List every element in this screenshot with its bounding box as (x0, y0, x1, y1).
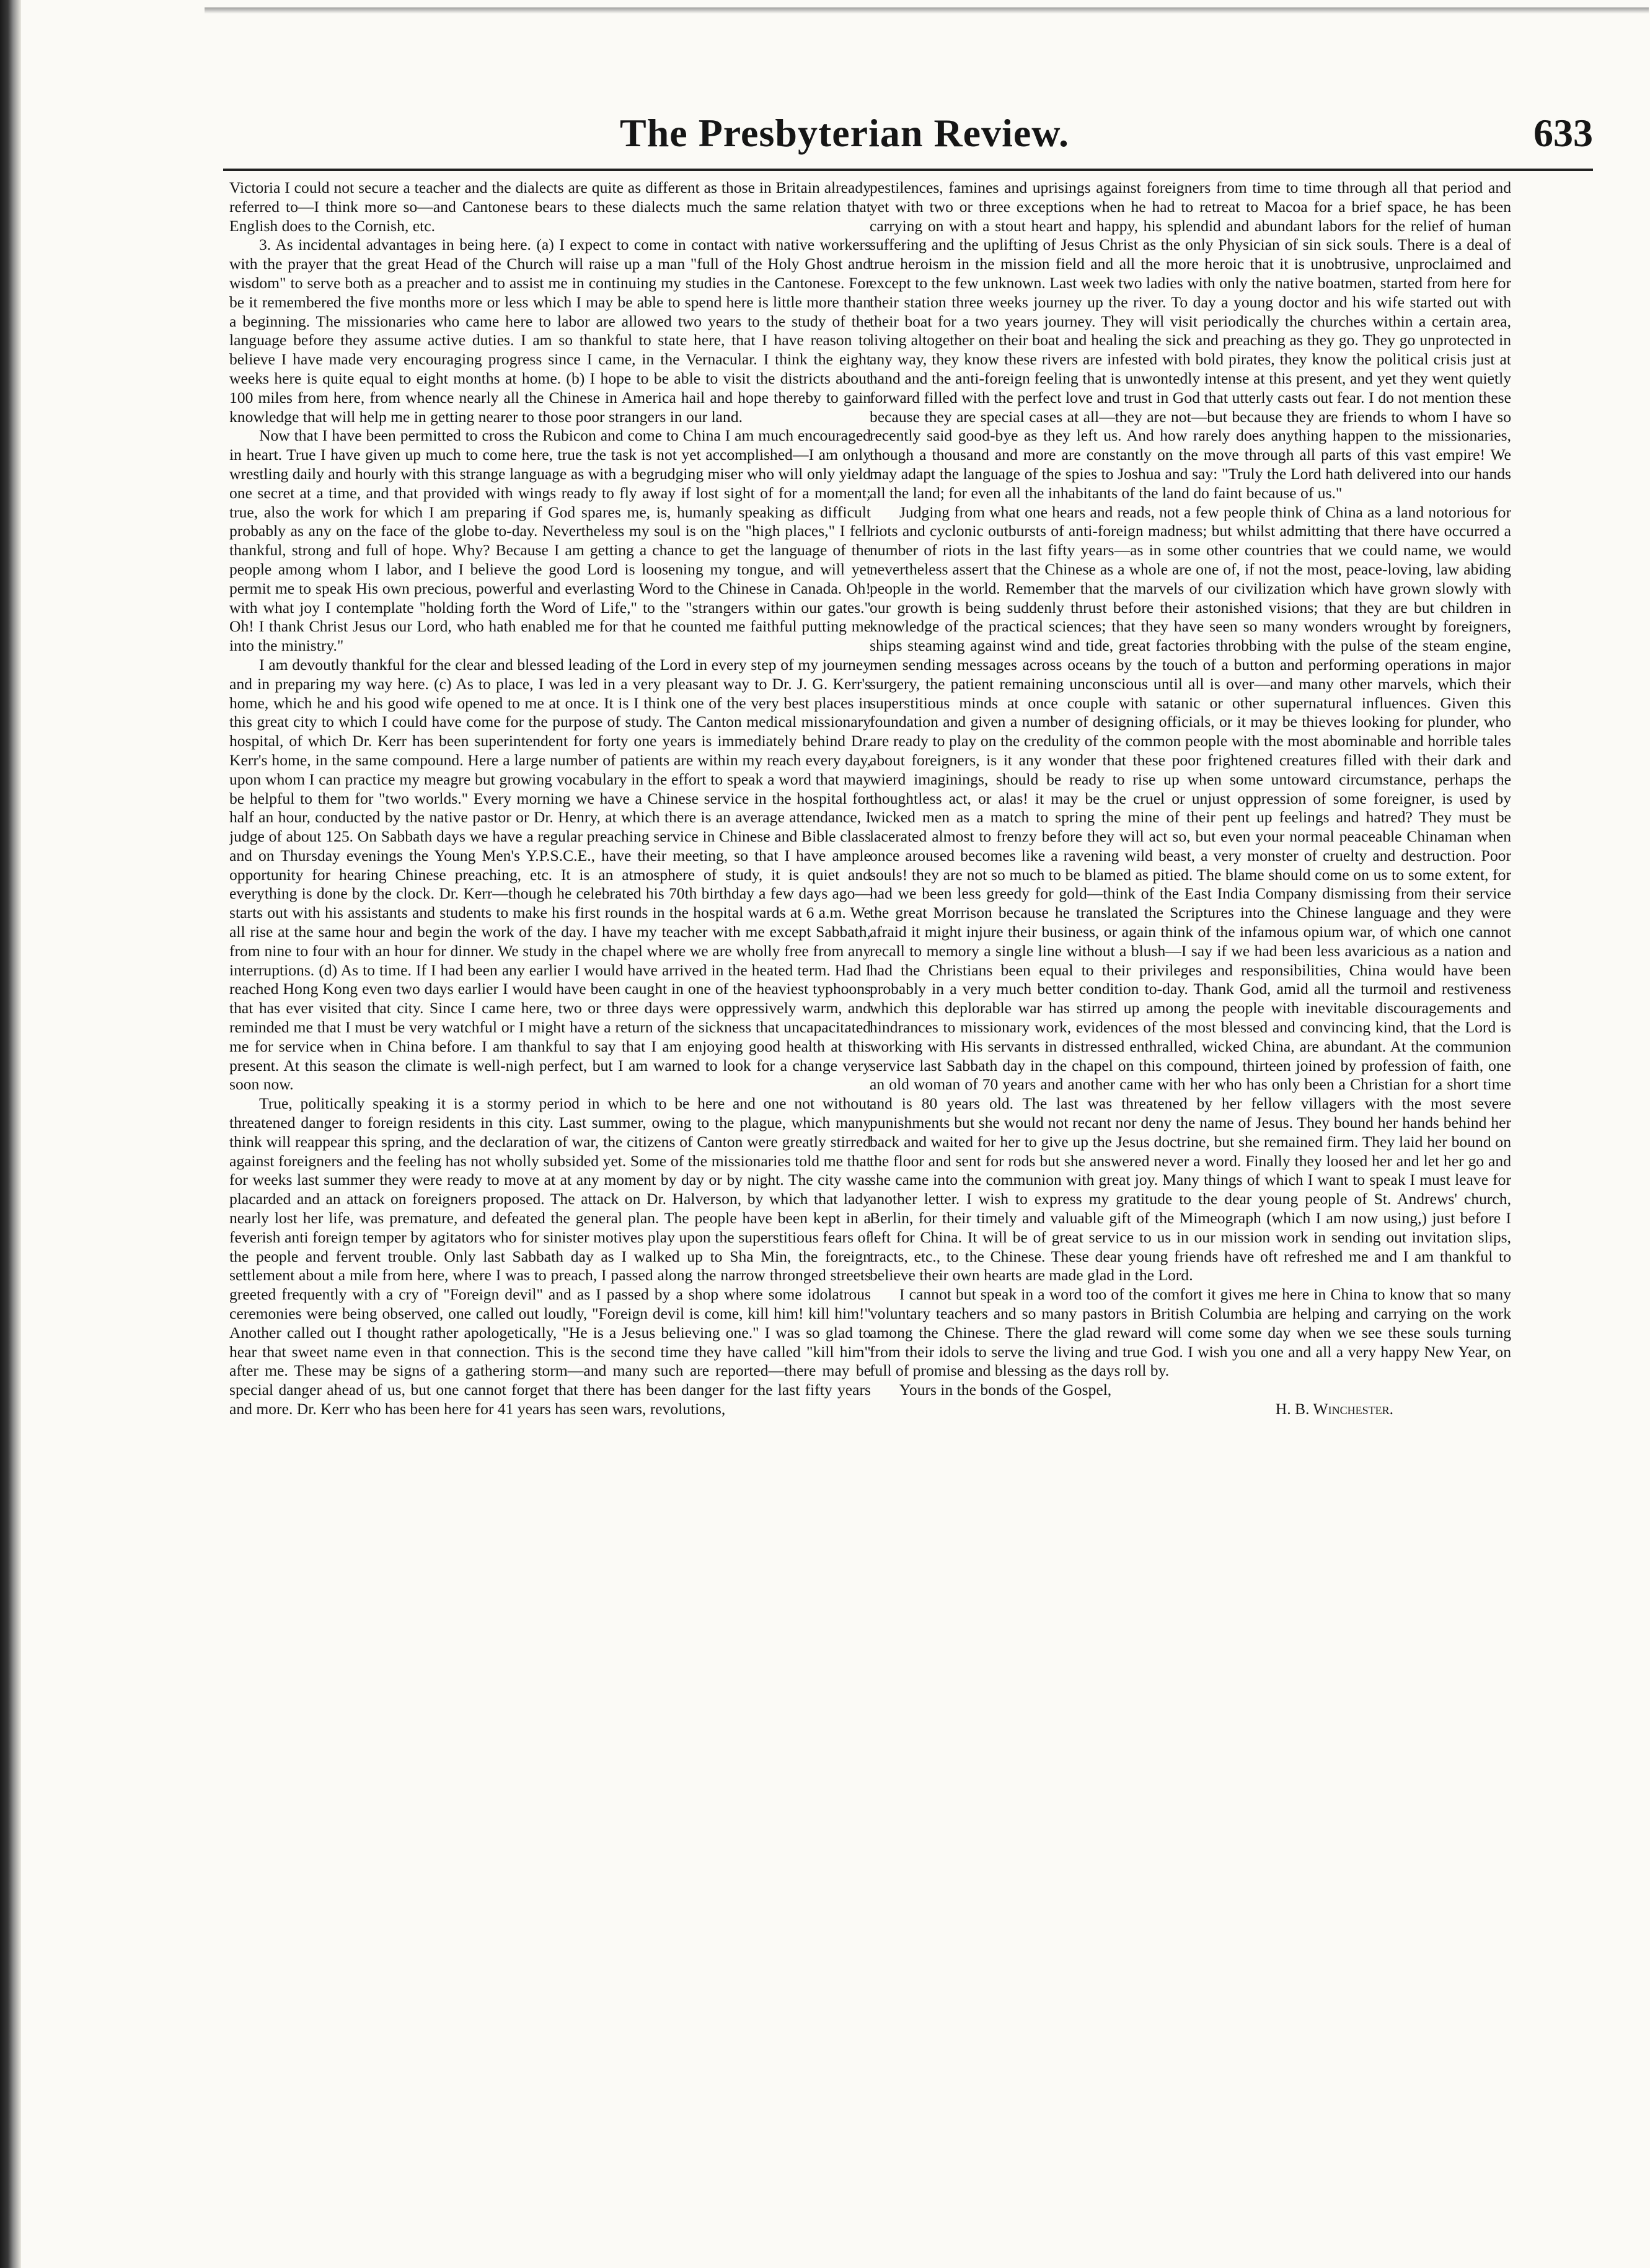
paragraph: I cannot but speak in a word too of the comfort it gives me here in China to know that so many voluntary teachers and so many pastors in British Columbia are helping and carrying on the work among the Chinese. There the glad reward will come some day when we see these souls turning from their idols to serve the living and true God. I wish you one and all a very happy New Year, on full of promise and blessing as the days roll by. (870, 1285, 1511, 1380)
paragraph: 3. As incidental advantages in being here. (a) I expect to come in contact with native workers with the prayer that the great Head of the Church will raise up a man "full of the Holy Ghost and wisdom" to serve both as a preacher and to assist me in continuing my studies in the Cantonese. For be it remembered the five months more or less which I may be able to spend here is little more than a beginning. The missionaries who came here to labor are allowed two years to the study of the language before they assume active duties. I am so thankful to state here, that I have reason to believe I have made very encouraging progress since I came, in the Vernacular. I think the eight weeks here is quite equal to eight months at home. (b) I hope to be able to visit the districts about 100 miles from here, from whence nearly all the Chinese in America hail and hope thereby to gain knowledge that will help me in getting nearer to those poor strangers in our land. (229, 235, 871, 426)
journal-title: The Presbyterian Review. (620, 111, 1069, 155)
letter-signature: H. B. Winchester. (1275, 1400, 1393, 1418)
paragraph: Victoria I could not secure a teacher and the dialects are quite as different as those in Britain already referred to—I think more so—and Cantonese bears to these dialects much the same relation that English does to the Cornish, etc. (229, 178, 871, 235)
letter-closing: Yours in the bonds of the Gospel, (899, 1381, 1112, 1399)
page-binding-edge (0, 0, 21, 2268)
paragraph: True, politically speaking it is a stormy period in which to be here and one not without threatened danger to foreign residents in this city. Last summer, owing to the plague, which many think will reappear this spring, and the declaration of war, the citizens of Canton were greatly stirred against foreigners and the feeling has not wholly subsided yet. Some of the missionaries told me that for weeks last summer they were ready to move at at any moment by day or by night. The city was placarded and an attack on foreigners proposed. The attack on Dr. Halverson, by which that lady nearly lost her life, was premature, and defeated the general plan. The people have been kept in a feverish anti foreign temper by agitators who for sinister motives play upon the superstitious fears of the people and fervent trouble. Only last Sabbath day as I walked up to Sha Min, the foreign settlement about a mile from here, where I was to preach, I passed along the narrow thronged streets greeted frequently with a cry of "Foreign devil" and as I passed by a shop where some idolatrous ceremonies were being observed, one called out loudly, "Foreign devil is come, kill him! kill him!" Another called out I thought rather apologetically, "He is a Jesus believing one." I was so glad to hear that sweet name even in that connection. This is the second time they have called "kill him" after me. These may be signs of a gathering storm—and many such are reported—there may be special danger ahead of us, but one cannot forget that there has been danger for the last fifty years and more. Dr. Kerr who has been here for 41 years has seen wars, revolutions, (229, 1094, 871, 1418)
right-column (870, 178, 1511, 2236)
left-column (229, 178, 871, 2236)
header-rule (223, 169, 1593, 171)
scan-top-edge (205, 7, 1649, 14)
page-number: 633 (1533, 111, 1593, 155)
page-header (223, 105, 1593, 159)
paragraph: Judging from what one hears and reads, not a few people think of China as a land notorious for riots and cyclonic outbursts of anti-foreign madness; but whilst admitting that there have occurred a number of riots in the last fifty years—as in some other countries that we could name, we would nevertheless assert that the Chinese as a whole are one of, if not the most, peace-loving, law abiding people in the world. Remember that the marvels of our civilization which have grown slowly with our growth is being suddenly thrust before their astonished visions; that they are but children in knowledge of the practical sciences; that they have seen so many wonders wrought by foreigners, ships steaming against wind and tide, great factories throbbing with the pulse of the steam engine, men sending messages across oceans by the touch of a button and performing operations in major surgery, the patient remaining unconscious until all is over—and many other marvels, which their superstitious minds at once couple with satanic or other supernatural influences. Given this foundation and given a number of designing officials, or it may be thieves looking for plunder, who are ready to play on the credulity of the common people with the most abominable and horrible tales about foreigners, is it any wonder that these poor frightened creatures filled with their dark and wierd imaginings, should be ready to rise up when some untoward circumstance, perhaps the thoughtless act, or alas! it may be the cruel or unjust oppression of some foreigner, is used by wicked men as a match to spring the mine of their pent up feelings and hatred? They must be lacerated almost to frenzy before they will act so, but even your normal peaceable Chinaman when once aroused becomes like a ravening wild beast, a very monster of cruelty and destruction. Poor souls! they are not so much to be blamed as pitied. The blame should come on us to some extent, for had we been less greedy for gold—think of the East India Company dismissing from their service the great Morrison because he translated the Scriptures into the Chinese language and they were afraid it might injure their business, or again think of the infamous opium war, of which one cannot recall to memory a single line without a blush—I say if we had been less avaricious as a nation and had the Christians been equal to their privileges and responsibilities, China would have been probably in a very much better condition to-day. Thank God, amid all the turmoil and restiveness which this deplorable war has stirred up among the people with inevitable discouragements and hindrances to missionary work, evidences of the most blessed and convincing kind, that the Lord is working with His servants in distressed enthralled, wicked China, are abundant. At the communion service last Sabbath day in the chapel on this compound, thirteen joined by profession of faith, one an old woman of 70 years and another came with her who has only been a Christian for a short time and is 80 years old. The last was threatened by her fellow villagers with the most severe punishments but she would not recant nor deny the name of Jesus. They bound her hands behind her back and waited for her to give up the Jesus doctrine, but she remained firm. They laid her bound on the floor and sent for rods but she answered never a word. Finally they loosed her and let her go and she came into the communion with great joy. Many things of which I want to speak I must leave for another letter. I wish to express my gratitude to the dear young people of St. Andrews' church, Berlin, for their timely and valuable gift of the Mimeograph (which I am now using,) just before I left for China. It will be of great service to us in our mission work in sending out invitation slips, tracts, etc., to the Chinese. These dear young friends have oft refreshed me and I am thankful to believe their own hearts are made glad in the Lord. (870, 503, 1511, 1285)
paragraph: Now that I have been permitted to cross the Rubicon and come to China I am much encouraged in heart. True I have given up much to come here, true the task is not yet accomplished—I am only wrestling daily and hourly with this strange language as with a begrudging miser who will only yield one secret at a time, and that provided with wings ready to fly away if lost sight of for a moment; true, also the work for which I am preparing if God spares me, is, humanly speaking as difficult probably as any on the face of the globe to-day. Nevertheless my soul is on the "high places," I fell thankful, strong and full of hope. Why? Because I am getting a chance to get the language of the people among whom I labor, and I believe the good Lord is loosening my tongue, and will yet permit me to speak His own precious, powerful and everlasting Word to the Chinese in Canada. Oh! with what joy I contemplate "holding forth the Word of Life," to the "strangers within our gates." Oh! I thank Christ Jesus our Lord, who hath enabled me for that he counted me faithful putting me into the ministry." (229, 426, 871, 655)
paragraph: pestilences, famines and uprisings against foreigners from time to time through all that period and yet with two or three exceptions when he had to retreat to Macoa for a brief space, he has been carrying on with a stout heart and happy, his splendid and abundant labors for the relief of human suffering and the uplifting of Jesus Christ as the only Physician of sin sick souls. There is a deal of true heroism in the mission field and all the more heroic that it is unobtrusive, unproclaimed and except to the few unknown. Last week two ladies with only the native boatmen, started from here for their station three weeks journey up the river. To day a young doctor and his wife started out with their boat for a two years journey. They will visit periodically the churches within a certain area, living altogether on their boat and healing the sick and preaching as they go. They go unprotected in any way, they know these rivers are infested with bold pirates, they know the political crisis just at hand and the anti-foreign feeling that is unwontedly intense at this present, and yet they went quietly forward filled with the perfect love and trust in God that utterly casts out fear. I do not mention these because they are special cases at all—they are not—but because they are friends to whom I have so recently said good-bye as they left us. And how rarely does anything happen to the missionaries, though a thousand and more are constantly on the move through all parts of this vast empire! We may adapt the language of the spies to Joshua and say: "Truly the Lord hath delivered into our hands all the land; for even all the inhabitants of the land do faint because of us." (870, 178, 1511, 502)
paragraph: I am devoutly thankful for the clear and blessed leading of the Lord in every step of my journey and in preparing my way here. (c) As to place, I was led in a very pleasant way to Dr. J. G. Kerr's home, which he and his good wife opened to me at once. It is I think one of the very best places in this great city to which I could have come for the purpose of study. The Canton medical missionary hospital, of which Dr. Kerr has been superintendent for forty one years is immediately behind Dr. Kerr's home, in the same compound. Here a large number of patients are within my reach every day, upon whom I can practice my meagre but growing vocabulary in the effort to speak a word that may be helpful to them for "two worlds." Every morning we have a Chinese service in the hospital for half an hour, conducted by the native pastor or Dr. Henry, at which there is an average attendance, I judge of about 125. On Sabbath days we have a regular preaching service in Chinese and Bible class and on Thursday evenings the Young Men's Y.P.S.C.E., have their meeting, so that I have ample opportunity for hearing Chinese preaching, etc. It is an atmosphere of study, it is quiet and everything is done by the clock. Dr. Kerr—though he celebrated his 70th birthday a few days ago—starts out with his assistants and students to make his first rounds in the hospital wards at 6 a.m. We all rise at the same hour and begin the work of the day. I have my teacher with me except Sabbath, from nine to four with an hour for dinner. We study in the chapel where we are wholly free from any interruptions. (d) As to time. If I had been any earlier I would have arrived in the heated term. Had I reached Hong Kong even two days earlier I would have been caught in one of the heaviest typhoons that has ever visited that city. Since I came here, two or three days were oppressively warm, and reminded me that I must be very watchful or I might have a return of the sickness that uncapacitated me for service when in China before. I am thankful to say that I am enjoying good health at this present. At this season the climate is well-nigh perfect, but I am warned to look for a change very soon now. (229, 655, 871, 1094)
